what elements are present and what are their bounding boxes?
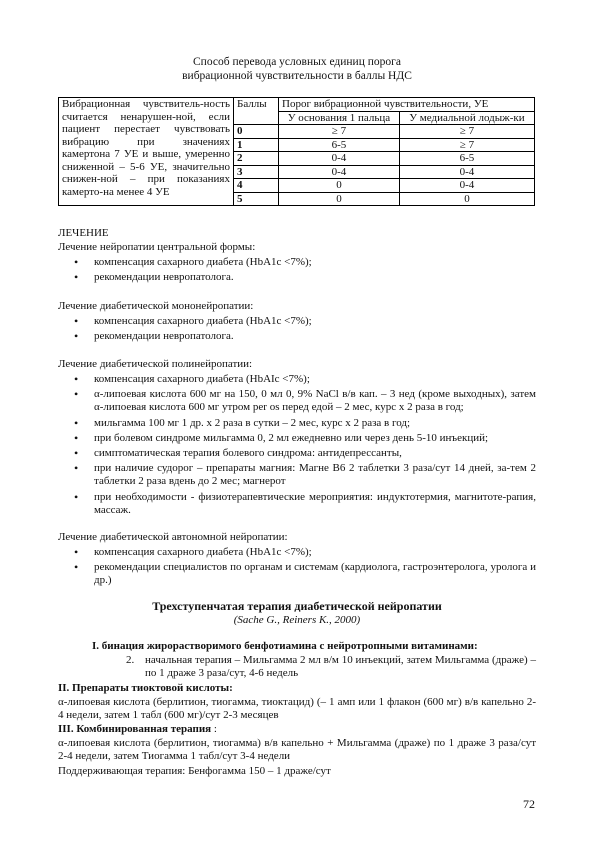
- list-item: • компенсация сахарного диабета (HbA1c <7%);: [58, 315, 536, 330]
- mono-list: [58, 315, 536, 345]
- finger-cell: 6-5: [279, 138, 400, 152]
- score-cell: 2: [234, 152, 279, 166]
- finger-cell: 0: [279, 192, 400, 206]
- ankle-cell: 0: [399, 192, 534, 206]
- mono-heading: Лечение диабетической мононейропатии:: [58, 300, 254, 312]
- col-header-ankle: У медиальной лодыж-ки: [399, 111, 534, 125]
- list-item: • компенсация сахарного диабета (HbA1c <7%);: [58, 256, 536, 271]
- col-header-score: Баллы: [234, 98, 279, 125]
- score-cell: 3: [234, 165, 279, 179]
- finger-cell: 0: [279, 179, 400, 193]
- stage1-number: 2.: [126, 654, 135, 666]
- finger-cell: 0-4: [279, 152, 400, 166]
- stage3-colon: :: [211, 723, 217, 735]
- finger-cell: ≥ 7: [279, 125, 400, 139]
- list-item: • симптоматическая терапия болевого синдрома: антидепрессанты,: [58, 447, 536, 462]
- vibration-score-table: [58, 97, 535, 206]
- list-item: • компенсация сахарного диабета (HbAIc <7%);: [58, 373, 536, 388]
- ankle-cell: 0-4: [399, 179, 534, 193]
- stage2-heading: II. Препараты тиоктовой кислоты:: [58, 682, 233, 694]
- list-item: • компенсация сахарного диабета (HbA1c <7%);: [58, 546, 536, 561]
- table-title-line1: Способ перевода условных единиц порога: [193, 56, 401, 68]
- finger-cell: 0-4: [279, 165, 400, 179]
- stage3-text: α-липоевая кислота (берлитион, тиогамма) в/в капельно + Мильгамма (драже) по 1 драже 3 раза/сут 2-4 недели, затем Тиогамма 1 табл/сут 3-4 недели: [58, 737, 536, 762]
- auto-heading: Лечение диабетической автономной нейропатии:: [58, 531, 288, 543]
- list-item: • рекомендации специалистов по органам и системам (кардиолога, гастроэнтеролога, уролога и др.): [58, 561, 536, 590]
- stage3-heading: III. Комбинированная терапия: [58, 723, 212, 735]
- therapy-source: (Sache G., Reiners K., 2000): [233, 614, 361, 626]
- list-item: • при наличие судорог – препараты магния: Магне В6 2 таблетки 3 раза/сут 14 дней, за-тем 2 таблетки 2 раза вдень до 2 мес; магнерот: [58, 462, 536, 491]
- stage2-text: α-липоевая кислота (берлитион, тиогамма, тиоктацид) (– 1 амп или 1 флакон (600 мг) в/в капельно 2-4 недели, затем 1 табл (600 мг)/сут 2-3 месяцев: [58, 696, 536, 721]
- list-item: • рекомендации невропатолога.: [58, 330, 536, 345]
- therapy-title: Трехступенчатая терапия диабетической нейропатии: [152, 599, 442, 613]
- table-description: Вибрационная чувствитель-ность считается ненарушен-ной, если пациент перестает чувствовать вибрацию при значениях камертона 7 УЕ и выше, умеренно сниженной – 5-6 УЕ, значительно снижен-ной – при показаниях камерто-на менее 4 УЕ: [59, 98, 234, 206]
- ankle-cell: ≥ 7: [399, 125, 534, 139]
- treatment-heading: ЛЕЧЕНИЕ: [58, 227, 109, 239]
- central-list: [58, 256, 536, 286]
- maintenance-therapy: Поддерживающая терапия: Бенфогамма 150 – 1 драже/сут: [58, 765, 331, 777]
- page-number: 72: [523, 797, 535, 811]
- table-title: [0, 55, 594, 83]
- col-header-threshold: Порог вибрационной чувствительности, УЕ: [279, 98, 535, 112]
- poly-list: [58, 373, 536, 520]
- list-item: • мильгамма 100 мг 1 др. х 2 раза в сутки – 2 мес, курс х 2 раза в год;: [58, 417, 536, 432]
- score-cell: 0: [234, 125, 279, 139]
- score-cell: 4: [234, 179, 279, 193]
- list-item: • при необходимости - физиотерапевтические мероприятия: индуктотермия, магнитоте-рапия, массаж.: [58, 491, 536, 520]
- poly-heading: Лечение диабетической полинейропатии:: [58, 358, 253, 370]
- ankle-cell: ≥ 7: [399, 138, 534, 152]
- list-item: • при болевом синдроме мильгамма 0, 2 мл ежедневно или через день 5-10 инъекций;: [58, 432, 536, 447]
- stage1-text: начальная терапия – Мильгамма 2 мл в/м 10 инъекций, затем Мильгамма (драже) – по 1 драже 3 раза/сут, 4-6 недель: [145, 654, 536, 679]
- list-item: • рекомендации невропатолога.: [58, 271, 536, 286]
- col-header-finger: У основания 1 пальца: [279, 111, 400, 125]
- score-cell: 5: [234, 192, 279, 206]
- ankle-cell: 0-4: [399, 165, 534, 179]
- stage1-heading: I. бинация жирорастворимого бенфотиамина с нейротропными витаминами:: [92, 640, 478, 652]
- ankle-cell: 6-5: [399, 152, 534, 166]
- central-heading: Лечение нейропатии центральной формы:: [58, 241, 256, 253]
- table-header-row: [59, 98, 535, 112]
- list-item: • α-липоевая кислота 600 мг на 150, 0 мл 0, 9% NaCl в/в кап. – 3 нед (кроме выходных), затем α-липоевая кислота 600 мг утром per os перед едой – 2 мес, курс х 2 раза в год;: [58, 388, 536, 417]
- stage3-heading-line: [58, 723, 217, 736]
- table-title-line2: вибрационной чувствительности в баллы НДС: [182, 70, 412, 82]
- auto-list: [58, 546, 536, 590]
- score-cell: 1: [234, 138, 279, 152]
